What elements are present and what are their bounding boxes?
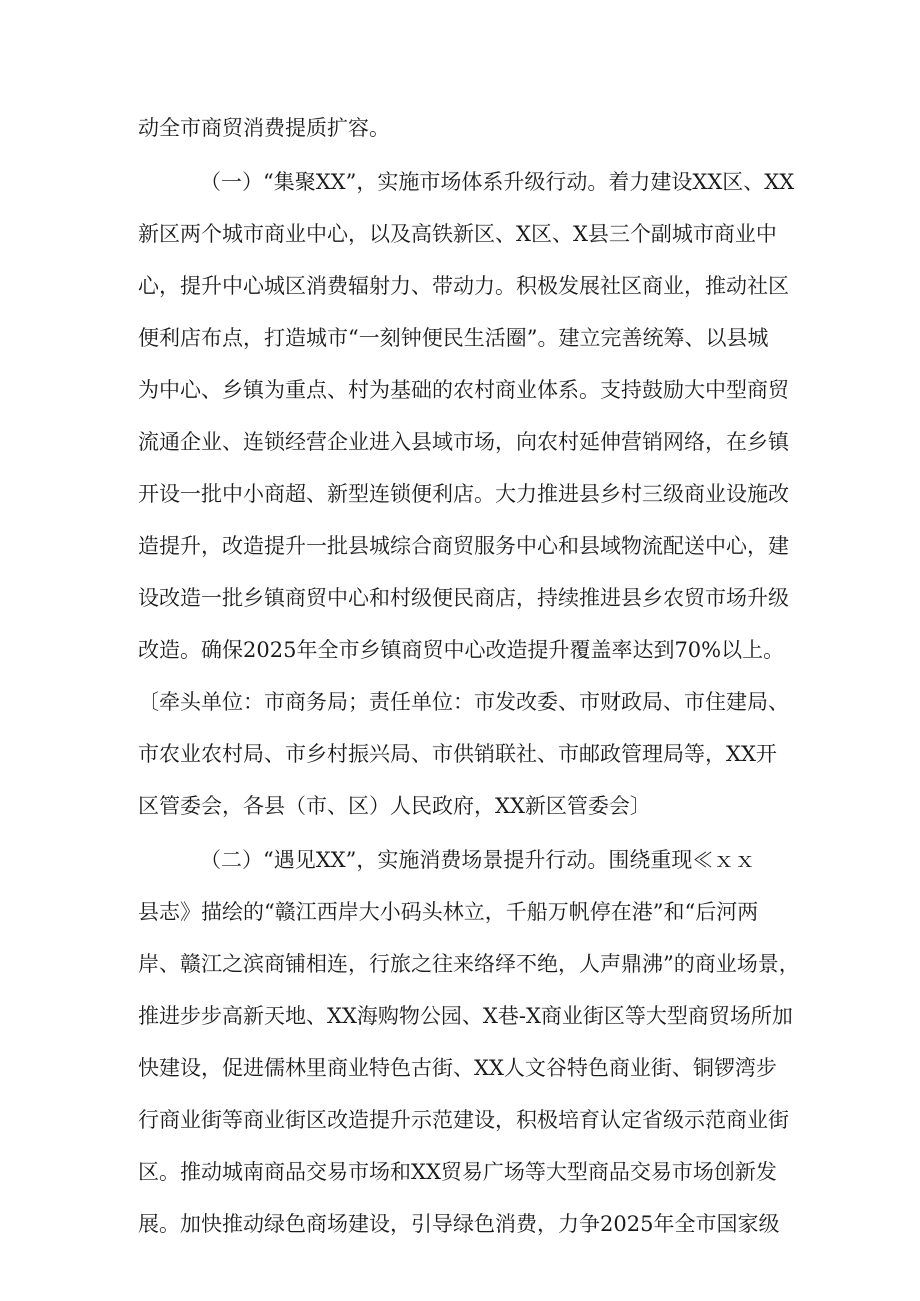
text-line: 区。推动城南商品交易市场和XX贸易广场等大型商品交易市场创新发: [138, 1160, 777, 1184]
text-line: 动全市商贸消费提质扩容。: [138, 116, 390, 140]
text-line: 区管委会，各县（市、区）人民政府，XX新区管委会〕: [138, 794, 651, 818]
text-line: 流通企业、连锁经营企业进入县域市场，向农村延伸营销网络，在乡镇: [138, 430, 789, 454]
text-line: 展。加快推动绿色商场建设，引导绿色消费，力争2025年全市国家级: [138, 1212, 780, 1236]
text-line: 设改造一批乡镇商贸中心和村级便民商店，持续推进县乡农贸市场升级: [138, 586, 789, 610]
text-line: 县志》描绘的“赣江西岸大小码头林立，千船万帆停在港”和“后河两: [138, 900, 759, 924]
text-line: 改造。确保2025年全市乡镇商贸中心改造提升覆盖率达到70%以上。: [138, 638, 785, 662]
text-line: 造提升，改造提升一批县城综合商贸服务中心和县域物流配送中心，建: [138, 534, 789, 558]
text-line: 新区两个城市商业中心，以及高铁新区、X区、X县三个副城市商业中: [138, 222, 777, 246]
text-line: 推进步步高新天地、XX海购物公园、X巷-X商业街区等大型商贸场所加: [138, 1004, 793, 1028]
text-line: （一）“集聚XX”，实施市场体系升级行动。着力建设XX区、XX: [200, 170, 795, 194]
text-line: 为中心、乡镇为重点、村为基础的农村商业体系。支持鼓励大中型商贸: [138, 378, 789, 402]
text-line: 快建设，促进儒林里商业特色古街、XX人文谷特色商业街、铜锣湾步: [138, 1056, 777, 1080]
text-line: 心，提升中心城区消费辐射力、带动力。积极发展社区商业，推动社区: [138, 274, 789, 298]
text-line: 市农业农村局、市乡村振兴局、市供销联社、市邮政管理局等，XX开: [138, 742, 777, 766]
text-line: 行商业街等商业街区改造提升示范建设，积极培育认定省级示范商业街: [138, 1108, 789, 1132]
text-line: 开设一批中小商超、新型连锁便利店。大力推进县乡村三级商业设施改: [138, 482, 789, 506]
text-line: 岸、赣江之滨商铺相连，行旅之往来络绎不绝，人声鼎沸”的商业场景，: [138, 952, 800, 976]
text-line: 〔牵头单位：市商务局；责任单位：市发改委、市财政局、市住建局、: [138, 690, 789, 714]
text-line: （二）“遇见XX”，实施消费场景提升行动。围绕重现≪ｘｘ: [200, 848, 756, 872]
text-line: 便利店布点，打造城市“一刻钟便民生活圈”。建立完善统筹、以县城: [138, 326, 769, 350]
